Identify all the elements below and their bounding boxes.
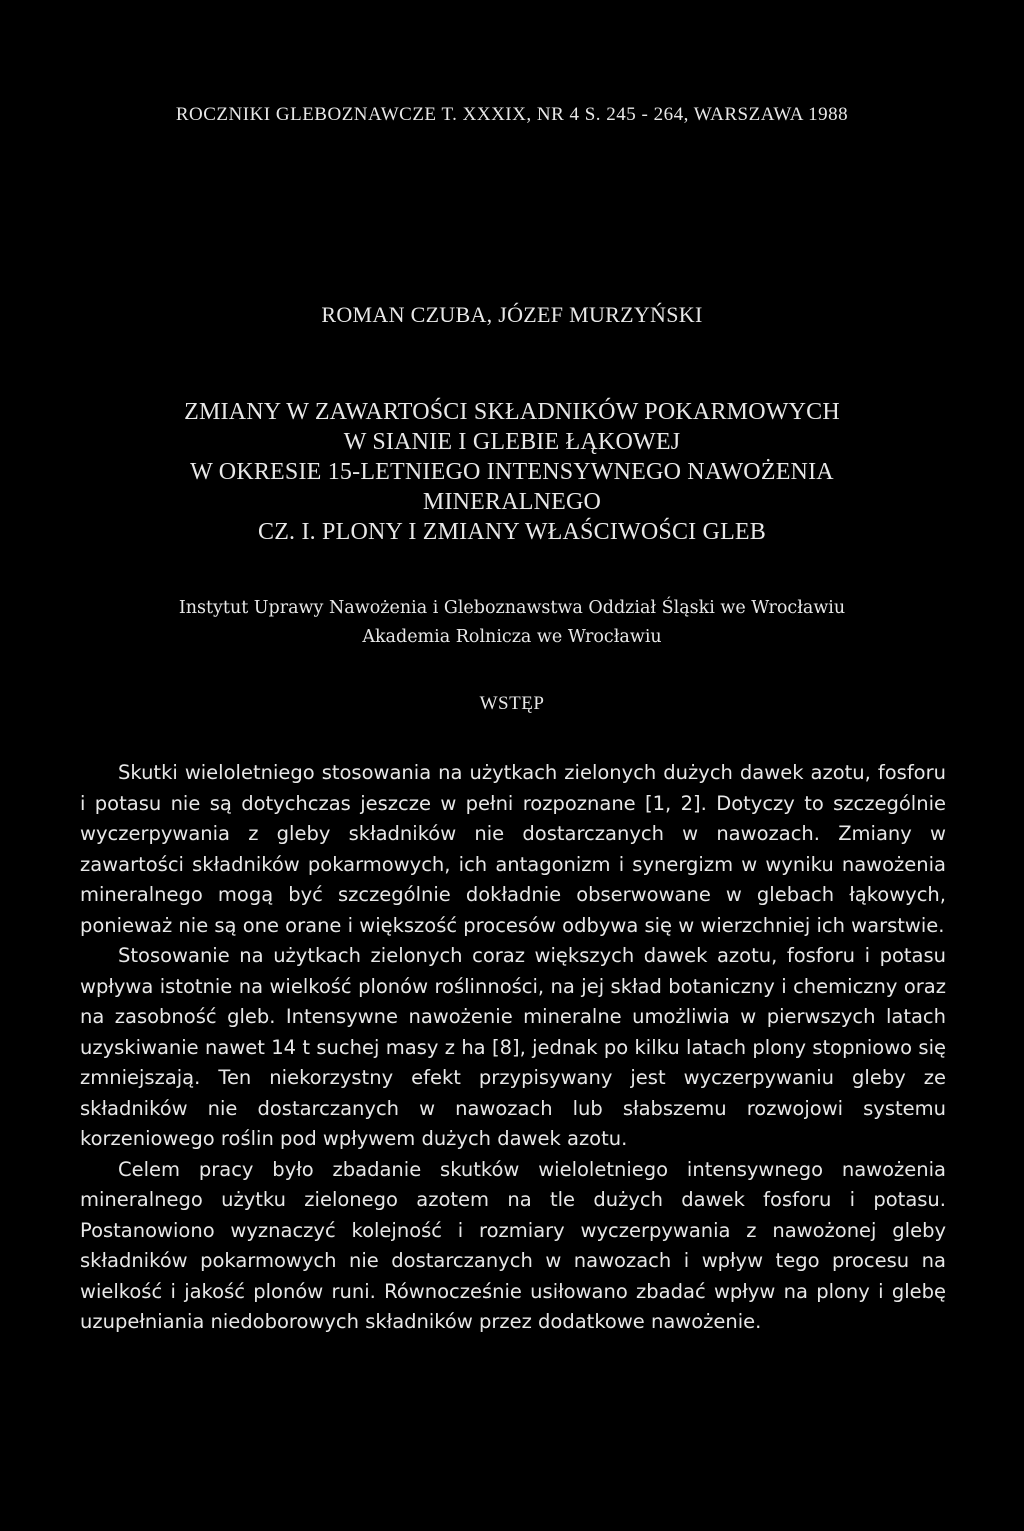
affiliation-1: Instytut Uprawy Nawożenia i Gleboznawstwa Oddział Śląski we Wrocławiu	[178, 598, 846, 618]
affiliations	[0, 594, 1024, 652]
body-text	[80, 758, 946, 1338]
journal-header: ROCZNIKI GLEBOZNAWCZE T. XXXIX, NR 4 S. 245 - 264, WARSZAWA 1988	[175, 104, 849, 125]
title-line-5: CZ. I. PLONY I ZMIANY WŁAŚCIWOŚCI GLEB	[257, 519, 766, 545]
affiliation-2: Akademia Rolnicza we Wrocławiu	[362, 627, 662, 647]
paragraph-3: Celem pracy było zbadanie skutków wieloletniego intensywnego nawożenia mineralnego użytku zielonego azotem na tle dużych dawek fosforu i potasu. Postanowiono wyznaczyć kolejność i rozmiary wyczerpywania z nawożonej gleby składników pokarmowych nie dostarczanych w nawozach i wpływ tego procesu na wielkość i jakość plonów runi. Równocześnie usiłowano zbadać wpływ na plony i glebę uzupełniania niedoborowych składników przez dodatkowe nawożenie.	[80, 1157, 946, 1333]
title-line-1: ZMIANY W ZAWARTOŚCI SKŁADNIKÓW POKARMOWYCH	[184, 399, 840, 425]
title-line-3: W OKRESIE 15-LETNIEGO INTENSYWNEGO NAWOŻENIA	[190, 459, 834, 485]
authors: ROMAN CZUBA, JÓZEF MURZYŃSKI	[321, 302, 703, 327]
title-line-4: MINERALNEGO	[422, 489, 602, 515]
paragraph-1: Skutki wieloletniego stosowania na użytkach zielonych dużych dawek azotu, fosforu i potasu nie są dotychczas jeszcze w pełni rozpoznane [1, 2]. Dotyczy to szczególnie wyczerpywania z gleby składników nie dostarczanych w nawozach. Zmiany w zawartości składników pokarmowych, ich antagonizm i synergizm w wyniku nawożenia mineralnego mogą być szczególnie dokładnie obserwowane w glebach łąkowych, ponieważ nie są one orane i większość procesów odbywa się w wierzchniej ich warstwie.	[80, 761, 946, 937]
paragraph-2: Stosowanie na użytkach zielonych coraz większych dawek azotu, fosforu i potasu wpływa istotnie na wielkość plonów roślinności, na jej skład botaniczny i chemiczny oraz na zasobność gleb. Intensywne nawożenie mineralne umożliwia w pierwszych latach uzyskiwanie nawet 14 t suchej masy z ha [8], jednak po kilku latach plony stopniowo się zmniejszają. Ten niekorzystny efekt przypisywany jest wyczerpywaniu gleby ze składników nie dostarczanych w nawozach lub słabszemu rozwojowi systemu korzeniowego roślin pod wpływem dużych dawek azotu.	[80, 944, 946, 1150]
title-line-2: W SIANIE I GLEBIE ŁĄKOWEJ	[343, 429, 681, 455]
article-title	[0, 397, 1024, 547]
section-heading: WSTĘP	[479, 693, 545, 714]
